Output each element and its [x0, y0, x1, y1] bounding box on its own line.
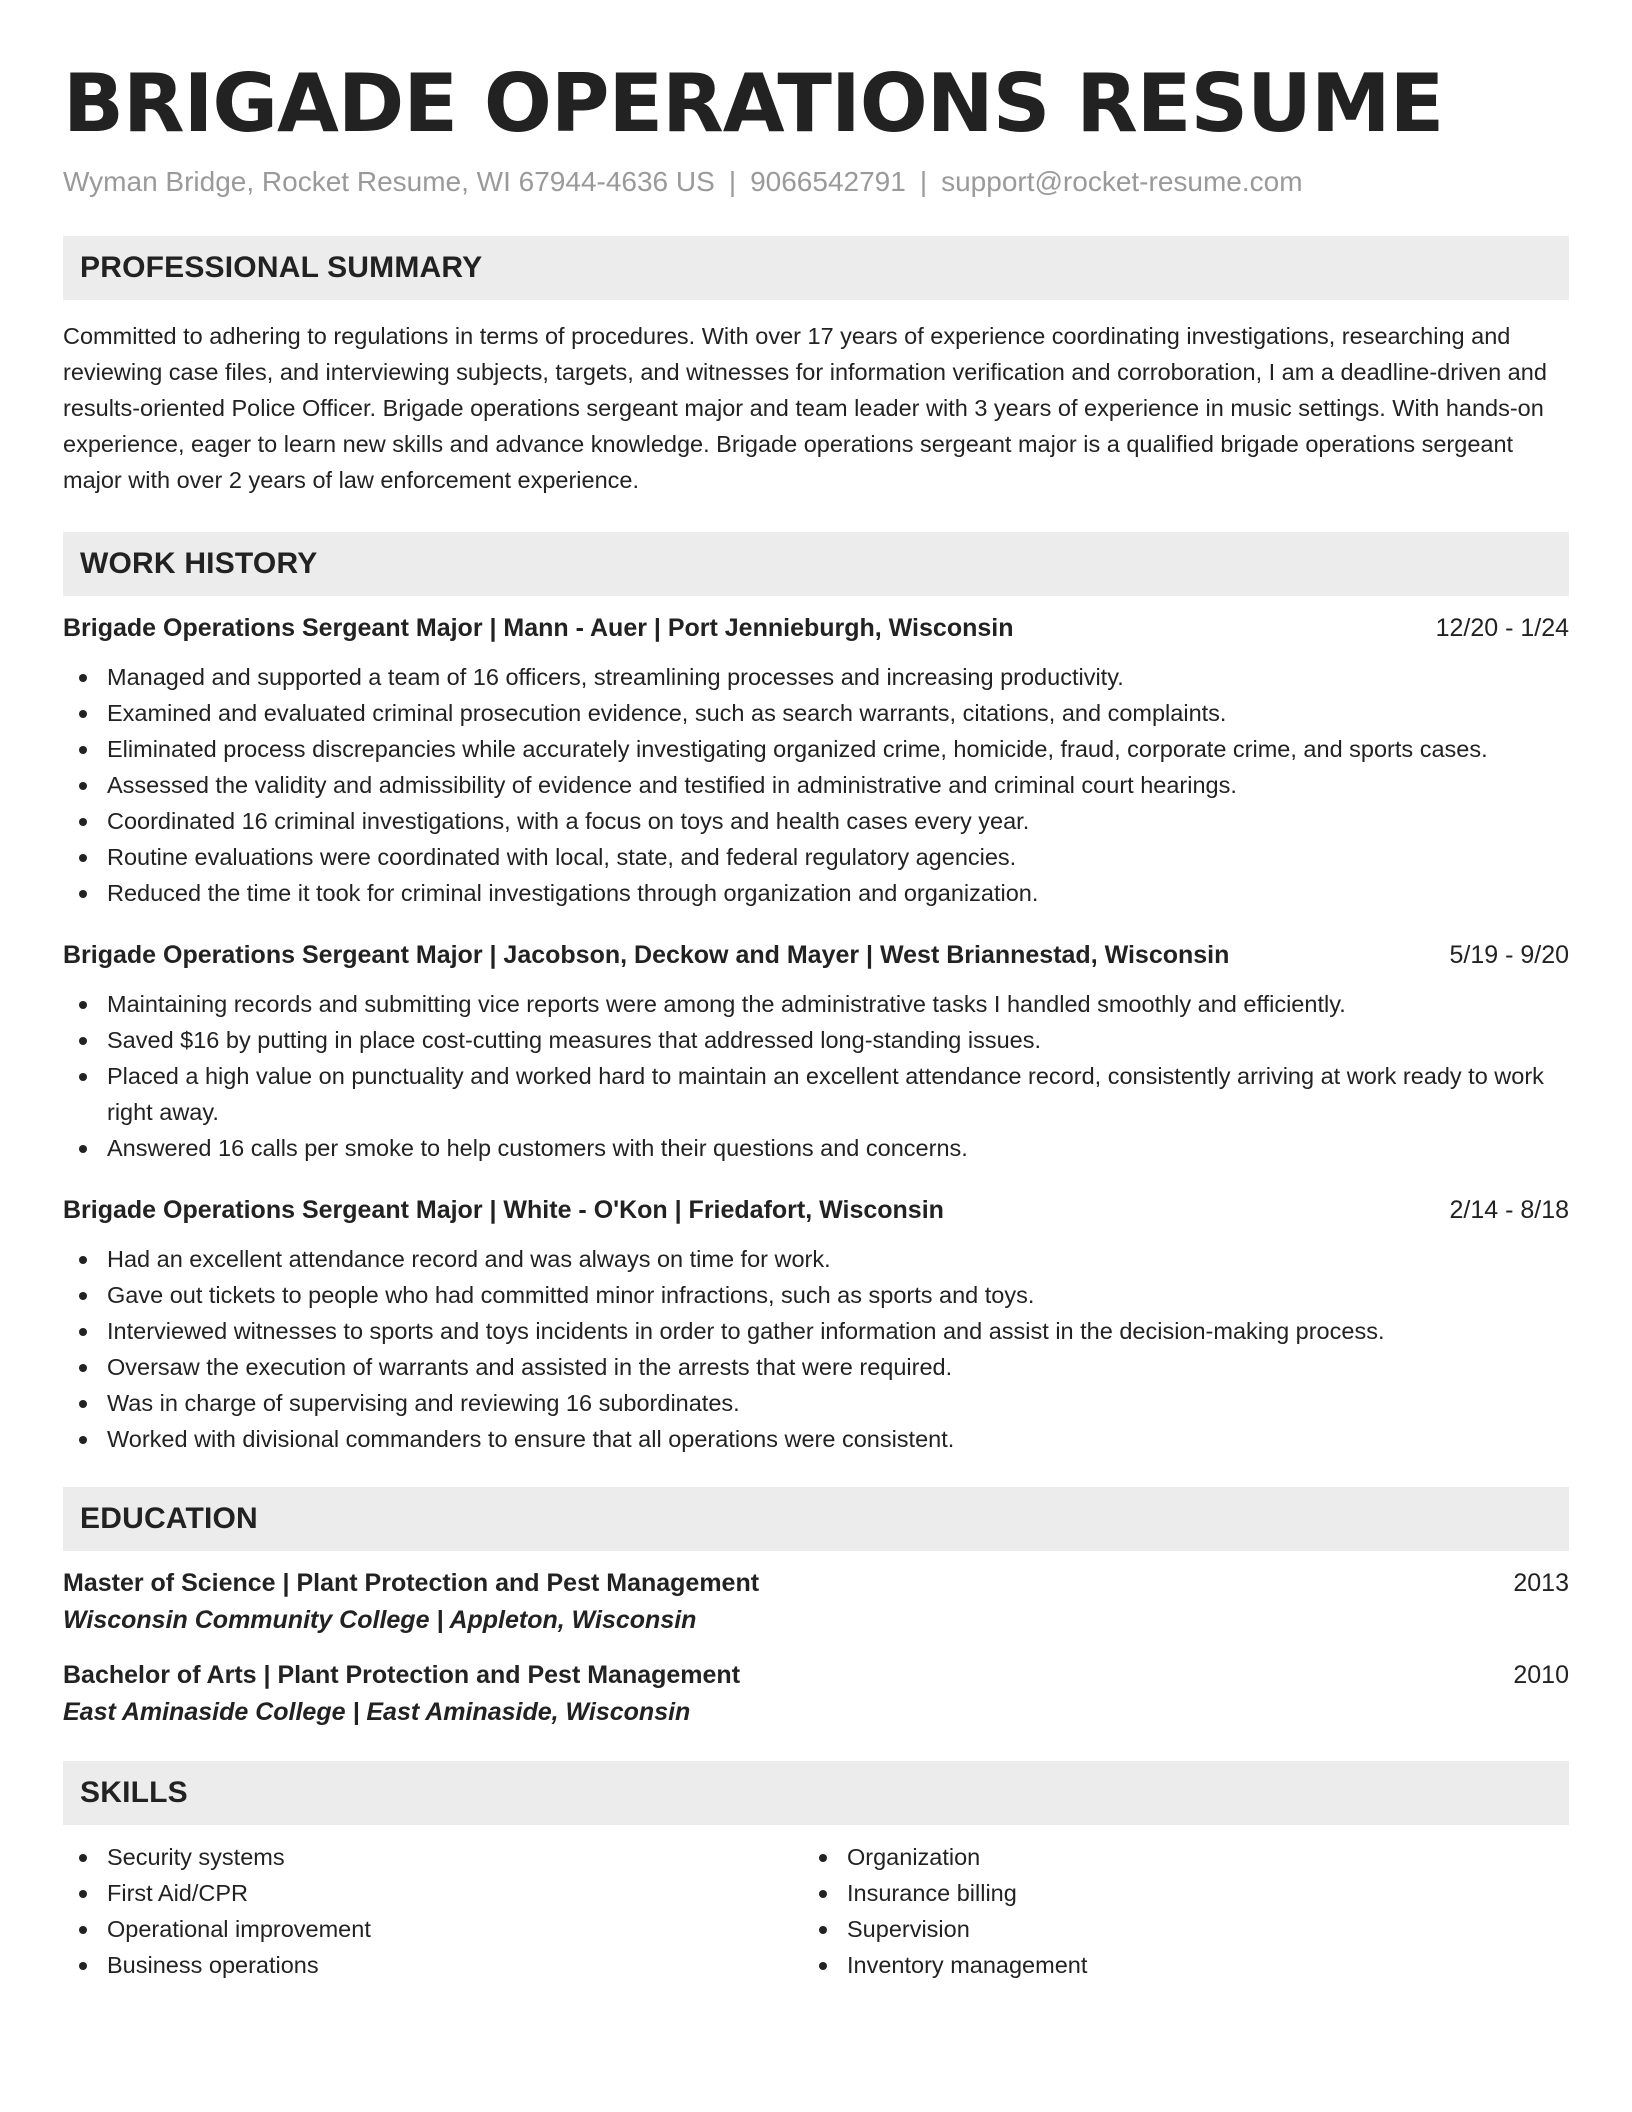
skills-column-left: [63, 1839, 803, 1983]
skill-item: Inventory management: [803, 1947, 1503, 1983]
job-bullet: Examined and evaluated criminal prosecution evidence, such as search warrants, citations, and complaints.: [63, 695, 1569, 731]
summary-section: [63, 236, 1569, 498]
job-bullets: [63, 986, 1569, 1166]
contact-email: support@rocket-resume.com: [941, 166, 1303, 197]
job-bullet: Saved $16 by putting in place cost-cutting measures that addressed long-standing issues.: [63, 1022, 1569, 1058]
job-title: Brigade Operations Sergeant Major | Mann - Auer | Port Jennieburgh, Wisconsin: [63, 614, 1014, 642]
skills-column-right: [803, 1839, 1503, 1983]
summary-text: Committed to adhering to regulations in terms of procedures. With over 17 years of experience coordinating investigations, researching and reviewing case files, and interviewing subjects, targets, and witnesses for information verification and corroboration, I am a deadline-driven and results-oriented Police Officer. Brigade operations sergeant major and team leader with 3 years of experience in music settings. With hands-on experience, eager to learn new skills and advance knowledge. Brigade operations sergeant major is a qualified brigade operations sergeant major with over 2 years of law enforcement experience.: [63, 323, 1547, 493]
work-history-section: [63, 532, 1569, 1457]
job-bullet: Coordinated 16 criminal investigations, with a focus on toys and health cases every year.: [63, 803, 1569, 839]
contact-phone: 9066542791: [750, 166, 906, 197]
job-bullet: Reduced the time it took for criminal investigations through organization and organization.: [63, 875, 1569, 911]
job-bullets: [63, 659, 1569, 911]
job-bullet: Worked with divisional commanders to ensure that all operations were consistent.: [63, 1421, 1569, 1457]
job-bullet: Placed a high value on punctuality and worked hard to maintain an excellent attendance record, consistently arriving at work ready to work right away.: [63, 1058, 1569, 1130]
job-bullet: Interviewed witnesses to sports and toys incidents in order to gather information and assist in the decision-making process.: [63, 1313, 1569, 1349]
skills-grid: [63, 1839, 1569, 1983]
job-title: Brigade Operations Sergeant Major | Jacobson, Deckow and Mayer | West Briannestad, Wisconsin: [63, 941, 1230, 969]
contact-separator: |: [728, 166, 737, 197]
job-title: Brigade Operations Sergeant Major | White - O'Kon | Friedafort, Wisconsin: [63, 1196, 944, 1224]
education-section: [63, 1487, 1569, 1727]
education-degree: Bachelor of Arts | Plant Protection and Pest Management: [63, 1661, 741, 1689]
job-bullet: Assessed the validity and admissibility of evidence and testified in administrative and criminal court hearings.: [63, 767, 1569, 803]
contact-address: Wyman Bridge, Rocket Resume, WI 67944-4636 US: [63, 166, 715, 197]
skill-item: Security systems: [63, 1839, 803, 1875]
section-heading-work: WORK HISTORY: [63, 532, 1569, 596]
job-bullet: Eliminated process discrepancies while accurately investigating organized crime, homicide, fraud, corporate crime, and sports cases.: [63, 731, 1569, 767]
education-school: East Aminaside College | East Aminaside, Wisconsin: [63, 1698, 691, 1726]
education-degree: Master of Science | Plant Protection and Pest Management: [63, 1569, 760, 1597]
skill-item: Business operations: [63, 1947, 803, 1983]
job-bullet: Routine evaluations were coordinated with local, state, and federal regulatory agencies.: [63, 839, 1569, 875]
contact-separator: |: [919, 166, 928, 197]
job-dates: 5/19 - 9/20: [1449, 941, 1569, 969]
resume-title: BRIGADE OPERATIONS RESUME: [63, 57, 1444, 150]
job-dates: 12/20 - 1/24: [1435, 614, 1569, 642]
job-bullet: Managed and supported a team of 16 officers, streamlining processes and increasing productivity.: [63, 659, 1569, 695]
job-bullet: Was in charge of supervising and reviewing 16 subordinates.: [63, 1385, 1569, 1421]
job-bullet: Oversaw the execution of warrants and assisted in the arrests that were required.: [63, 1349, 1569, 1385]
education-year: 2013: [1513, 1569, 1569, 1597]
job-bullet: Gave out tickets to people who had committed minor infractions, such as sports and toys.: [63, 1277, 1569, 1313]
job-entry: [63, 1196, 1569, 1457]
job-entry: [63, 614, 1569, 911]
job-bullets: [63, 1241, 1569, 1457]
contact-line: [63, 166, 1569, 198]
skill-item: First Aid/CPR: [63, 1875, 803, 1911]
section-heading-education: EDUCATION: [63, 1487, 1569, 1551]
job-bullet: Maintaining records and submitting vice reports were among the administrative tasks I handled smoothly and efficiently.: [63, 986, 1569, 1022]
education-entry: [63, 1569, 1569, 1635]
skills-section: [63, 1761, 1569, 1983]
section-heading-skills: SKILLS: [63, 1761, 1569, 1825]
education-school: Wisconsin Community College | Appleton, Wisconsin: [63, 1606, 697, 1634]
skill-item: Operational improvement: [63, 1911, 803, 1947]
education-year: 2010: [1513, 1661, 1569, 1689]
skill-item: Supervision: [803, 1911, 1503, 1947]
skill-item: Organization: [803, 1839, 1503, 1875]
skill-item: Insurance billing: [803, 1875, 1503, 1911]
job-bullet: Had an excellent attendance record and was always on time for work.: [63, 1241, 1569, 1277]
job-dates: 2/14 - 8/18: [1449, 1196, 1569, 1224]
education-entry: [63, 1661, 1569, 1727]
job-bullet: Answered 16 calls per smoke to help customers with their questions and concerns.: [63, 1130, 1569, 1166]
section-heading-summary: PROFESSIONAL SUMMARY: [63, 236, 1569, 300]
job-entry: [63, 941, 1569, 1166]
